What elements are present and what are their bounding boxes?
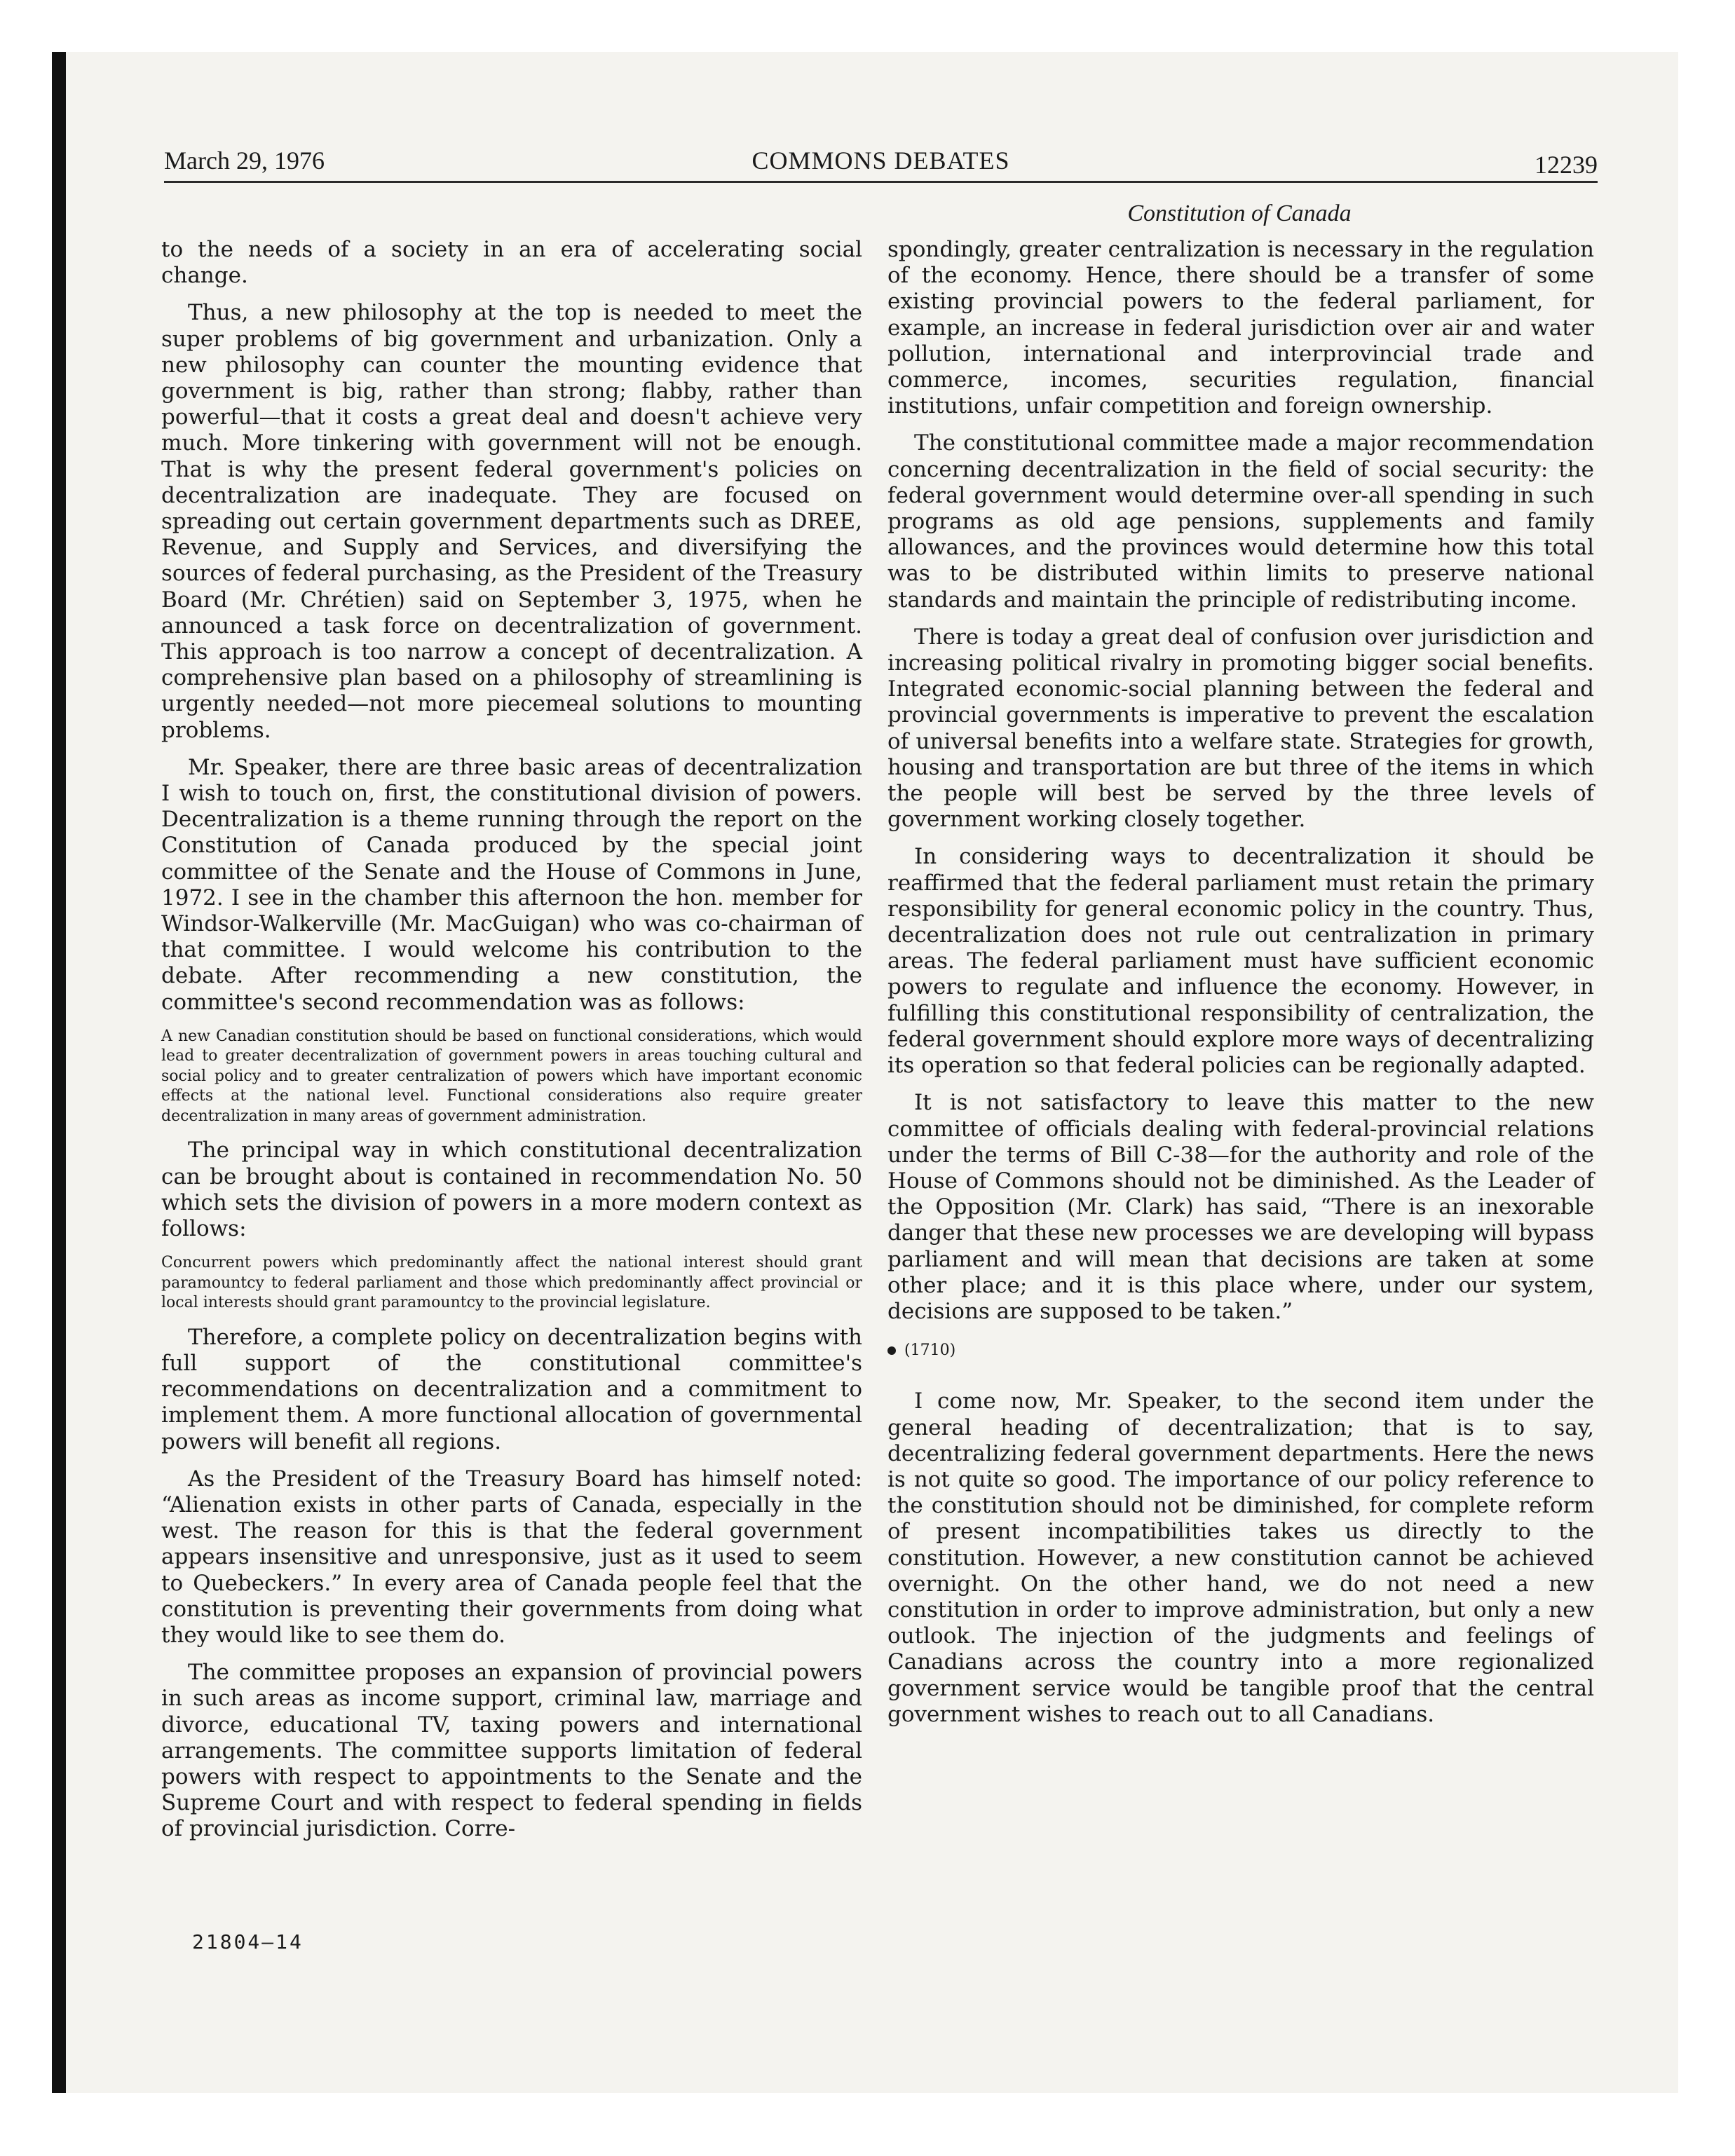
running-header — [164, 144, 1598, 183]
scan-edge-shadow — [52, 52, 66, 2093]
header-date: March 29, 1976 — [164, 146, 325, 175]
paragraph: spondingly, greater centralization is necessary in the regulation of the economy. Hence, there should be a transfer of some existing provincial powers to the federal parliament, for example, an increase in federal jurisdiction over air and water pollution, international and interprovincial trade and commerce, incomes, securities regulation, financial institutions, unfair competition and foreign ownership. — [887, 237, 1594, 419]
time-marker-label: (1710) — [904, 1342, 956, 1360]
paragraph: As the President of the Treasury Board has himself noted: “Alienation exists in other parts of Canada, especially in the west. The reason for this is that the federal government appears insensitive and unresponsive, just as it used to seem to Quebeckers.” In every area of Canada people feel that the constitution is preventing their governments from doing what they would like to see them do. — [161, 1466, 862, 1648]
header-publication: COMMONS DEBATES — [751, 146, 1010, 175]
block-quote: A new Canadian constitution should be based on functional considerations, which would lead to greater decentralization of government powers in areas touching cultural and social policy and to greater centralization of powers which have important economic effects at the national level. Functional considerations also require greater decentralization in many areas of government administration. — [161, 1027, 862, 1125]
paragraph: Mr. Speaker, there are three basic areas of decentralization I wish to touch on, first, the constitutional division of powers. Decentralization is a theme running through the report on the Constitution of Canada produced by the special joint committee of the Senate and the House of Commons in June, 1972. I see in the chamber this afternoon the hon. member for Windsor-Walkerville (Mr. MacGuigan) who was co-chairman of that committee. I would welcome his contribution to the debate. After recommending a new constitution, the committee's second recommendation was as follows: — [161, 754, 862, 1015]
paragraph: It is not satisfactory to leave this matter to the new committee of officials dealing with federal-provincial relations under the terms of Bill C-38—for the authority and role of the House of Commons should not be diminished. As the Leader of the Opposition (Mr. Clark) has said, “There is an inexorable danger that these new processes we are developing will bypass parliament and will mean that decisions are taken at some other place; and it is this place where, under our system, decisions are supposed to be taken.” — [887, 1090, 1594, 1324]
block-quote: Concurrent powers which predominantly affect the national interest should grant paramountcy to federal parliament and those which predominantly affect provincial or local interests should grant paramountcy to the provincial legislature. — [161, 1254, 862, 1312]
paragraph: Therefore, a complete policy on decentralization begins with full support of the constitutional committee's recommendations on decentralization and a commitment to implement them. A more functional allocation of governmental powers will benefit all regions. — [161, 1324, 862, 1454]
paragraph: The principal way in which constitutional decentralization can be brought about is contained in recommendation No. 50 which sets the division of powers in a more modern context as follows: — [161, 1138, 862, 1241]
paragraph: I come now, Mr. Speaker, to the second item under the general heading of decentralization; that is to say, decentralizing federal government departments. Here the news is not quite so good. The importance of our policy reference to the constitution should not be diminished, for complete reform of present incompatibilities takes us directly to the constitution. However, a new constitution cannot be achieved overnight. On the other hand, we do not need a new constitution in order to improve administration, but only a new outlook. The injection of the judgments and feelings of Canadians across the country into a more regionalized government service would be tangible proof that the central government wishes to reach out to all Canadians. — [887, 1389, 1594, 1727]
footer-code: 21804—14 — [192, 1930, 304, 1953]
paragraph: to the needs of a society in an era of accelerating social change. — [161, 237, 862, 289]
paragraph: Thus, a new philosophy at the top is needed to meet the super problems of big government and urbanization. Only a new philosophy can counter the mounting evidence that government is big, rather than strong; flabby, rather than powerful—that it costs a great deal and doesn't achieve very much. More tinkering with government will not be enough. That is why the present federal government's policies on decentralization are inadequate. They are focused on spreading out certain government departments such as DREE, Revenue, and Supply and Services, and diversifying the sources of federal purchasing, as the President of the Treasury Board (Mr. Chrétien) said on September 3, 1975, when he announced a task force on decentralization of government. This approach is too narrow a concept of decentralization. A comprehensive plan based on a philosophy of streamlining is urgently needed—not more piecemeal solutions to mounting problems. — [161, 300, 862, 743]
bullet-dot-icon — [887, 1346, 896, 1355]
right-column — [887, 237, 1594, 1739]
paragraph: There is today a great deal of confusion over jurisdiction and increasing political rivalry in promoting bigger social benefits. Integrated economic-social planning between the federal and provincial governments is imperative to prevent the escalation of universal benefits into a welfare state. Strategies for growth, housing and transportation are but three of the items in which the people will best be served by the three levels of government working closely together. — [887, 624, 1594, 833]
paragraph: The committee proposes an expansion of provincial powers in such areas as income support, criminal law, marriage and divorce, educational TV, taxing powers and international arrangements. The committee supports limitation of federal powers with respect to appointments to the Senate and the Supreme Court and with respect to federal spending in fields of provincial jurisdiction. Corre- — [161, 1660, 862, 1842]
time-marker — [887, 1337, 1594, 1363]
paragraph: The constitutional committee made a major recommendation concerning decentralization in the field of social security: the federal government would determine over-all spending in such programs as old age pensions, supplements and family allowances, and the provinces would determine how this total was to be distributed within limits to preserve national standards and maintain the principle of redistributing income. — [887, 430, 1594, 613]
paragraph: In considering ways to decentralization it should be reaffirmed that the federal parliament must retain the primary responsibility for general economic policy in the country. Thus, decentralization does not rule out centralization in primary areas. The federal parliament must have sufficient economic powers to regulate and influence the economy. However, in fulfilling this constitutional responsibility of centralization, the federal government should explore more ways of decentralizing its operation so that federal policies can be regionally adapted. — [887, 844, 1594, 1079]
header-page-number: 12239 — [1535, 151, 1598, 179]
left-column — [161, 237, 862, 1854]
section-title: Constitution of Canada — [1127, 200, 1352, 226]
